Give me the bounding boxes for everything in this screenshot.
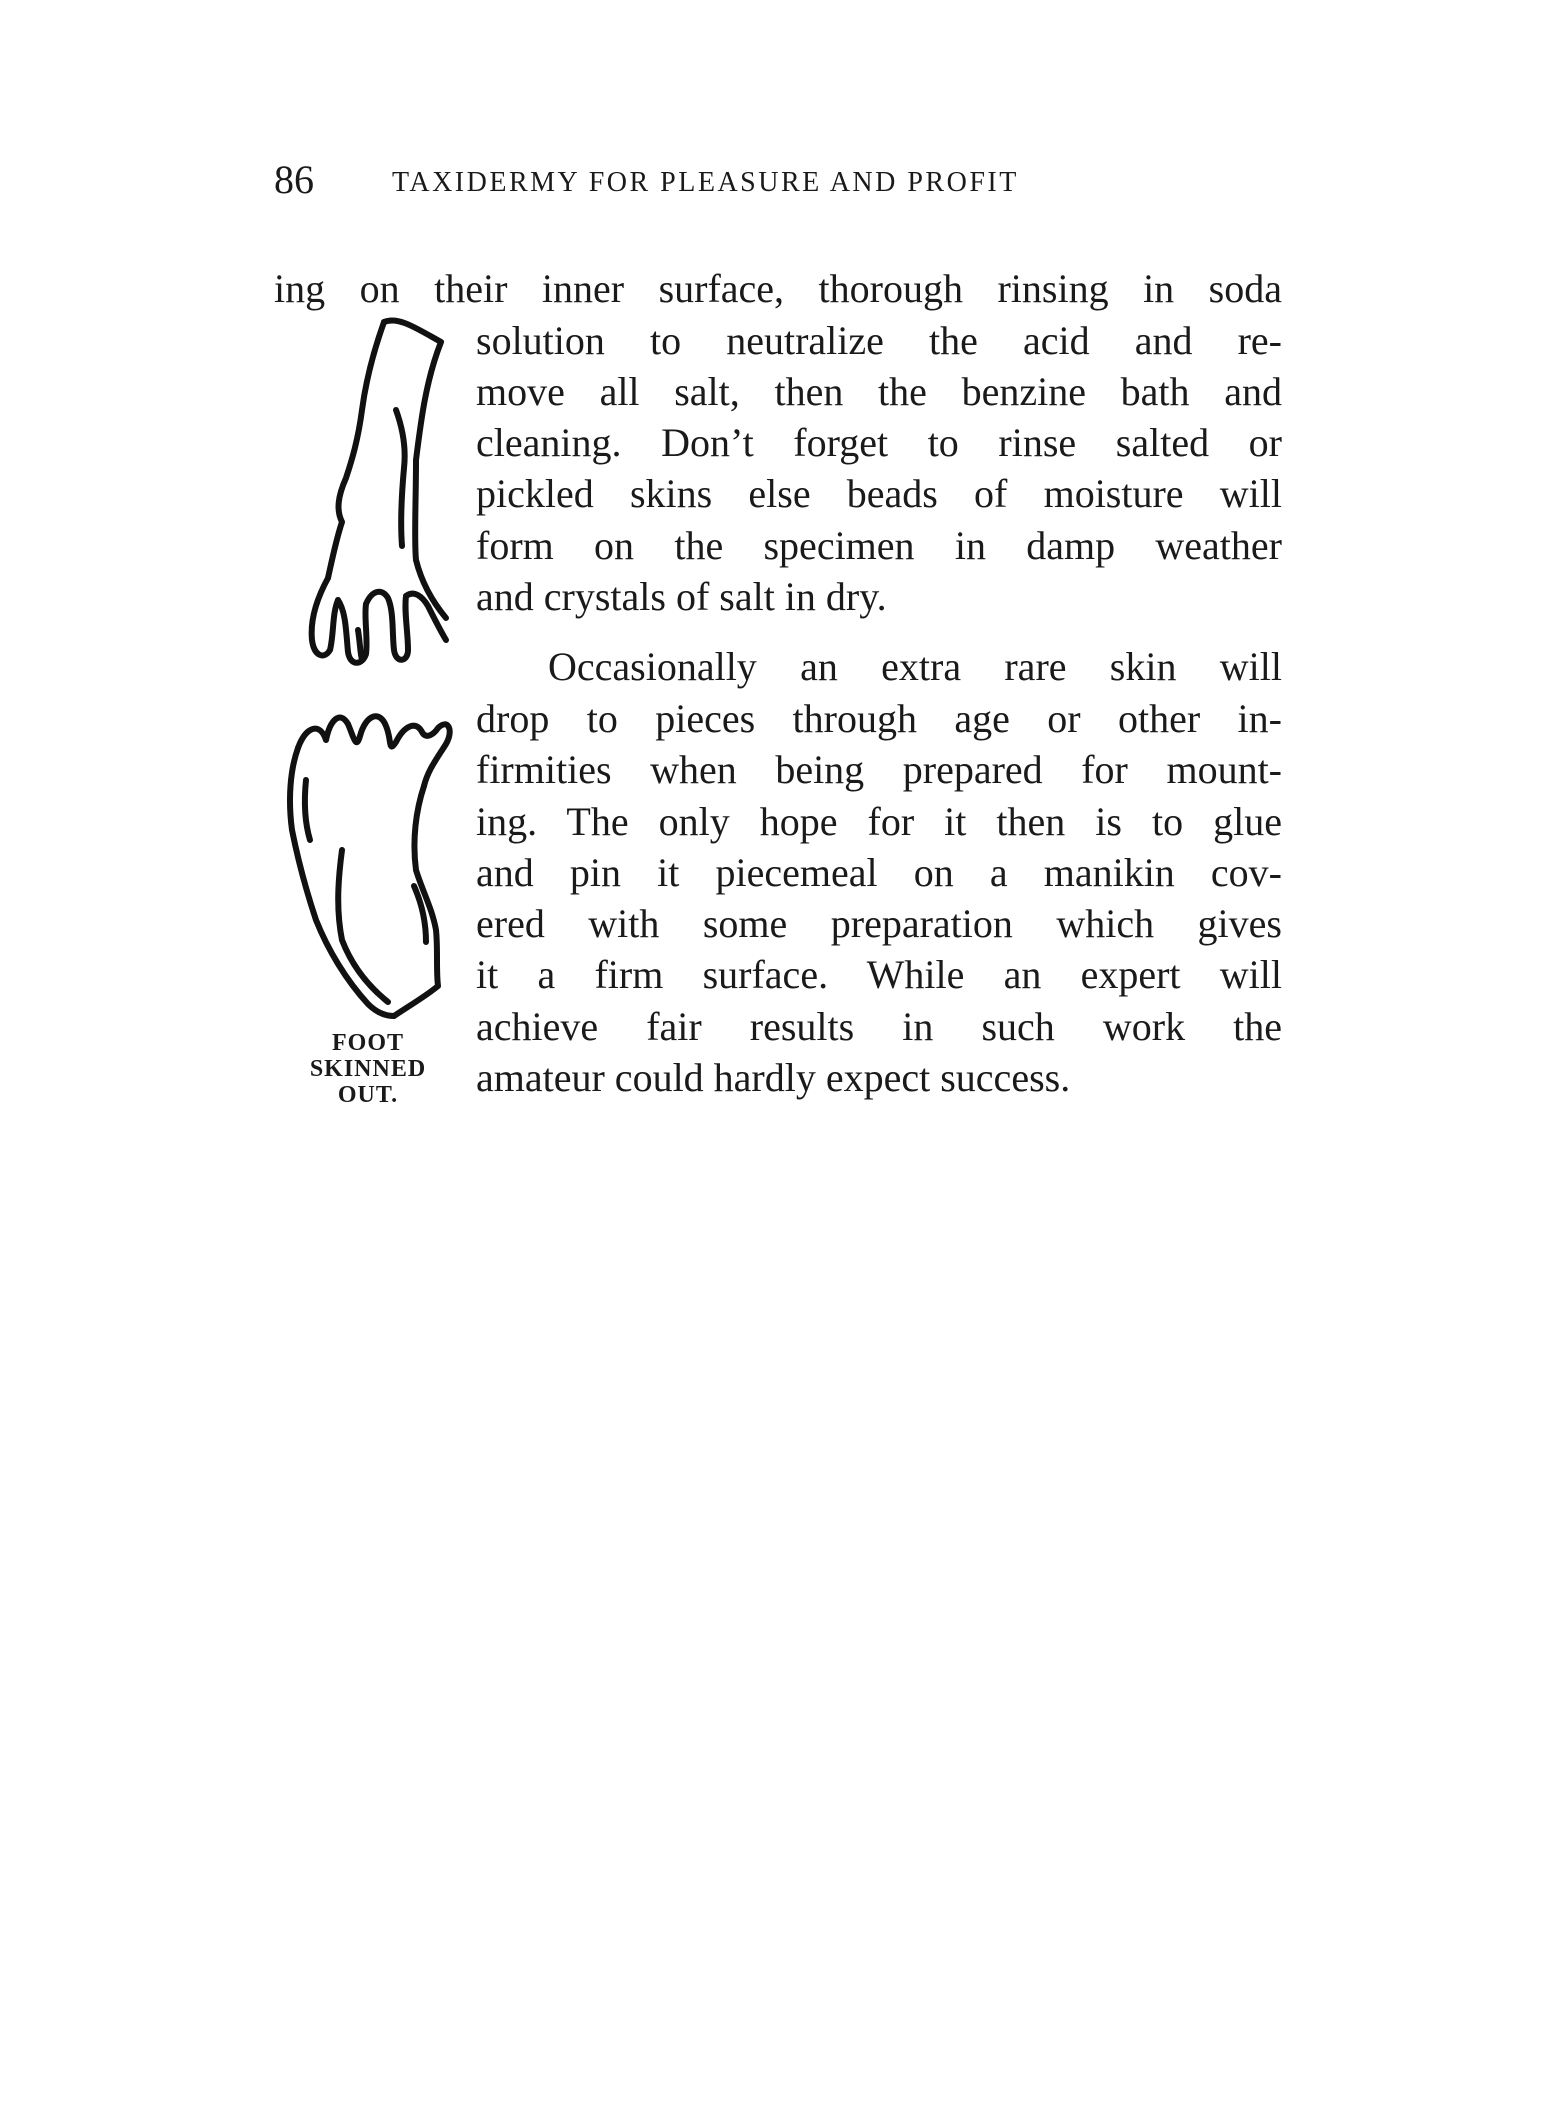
caption-line-1: FOOT bbox=[331, 1030, 404, 1056]
skinned-foot-drawing-icon bbox=[276, 690, 466, 1030]
caption-line-2: SKINNED bbox=[309, 1056, 427, 1082]
body-line-3: move all salt, then the benzine bath and bbox=[476, 369, 1282, 414]
body-line-15: achieve fair results in such work the bbox=[476, 1004, 1282, 1049]
body-line-14: it a firm surface. While an expert will bbox=[476, 952, 1282, 997]
body-line-9: drop to pieces through age or other in- bbox=[476, 696, 1282, 741]
body-line-11: ing. The only hope for it then is to glue bbox=[476, 799, 1282, 844]
caption-line-3: OUT. bbox=[337, 1082, 399, 1108]
body-line-5: pickled skins else beads of moisture will bbox=[476, 471, 1282, 516]
body-line-7: and crystals of salt in dry. bbox=[476, 574, 887, 619]
foot-figure-caption bbox=[288, 1030, 448, 1108]
running-head bbox=[274, 155, 1174, 205]
body-line-8: Occasionally an extra rare skin will bbox=[548, 644, 1282, 689]
page-number: 86 bbox=[274, 157, 314, 202]
body-line-13: ered with some preparation which gives bbox=[476, 901, 1282, 946]
body-line-1: ing on their inner surface, thorough rinsing in soda bbox=[274, 266, 1282, 311]
body-line-4: cleaning. Don’t forget to rinse salted or bbox=[476, 420, 1282, 465]
body-line-6: form on the specimen in damp weather bbox=[476, 523, 1282, 568]
body-line-2: solution to neutralize the acid and re- bbox=[476, 318, 1282, 363]
body-line-16: amateur could hardly expect success. bbox=[476, 1055, 1071, 1100]
skinned-hand-drawing-icon bbox=[276, 300, 466, 670]
running-title: TAXIDERMY FOR PLEASURE AND PROFIT bbox=[392, 167, 1019, 198]
body-line-10: firmities when being prepared for mount- bbox=[476, 747, 1282, 792]
body-line-12: and pin it piecemeal on a manikin cov- bbox=[476, 850, 1282, 895]
